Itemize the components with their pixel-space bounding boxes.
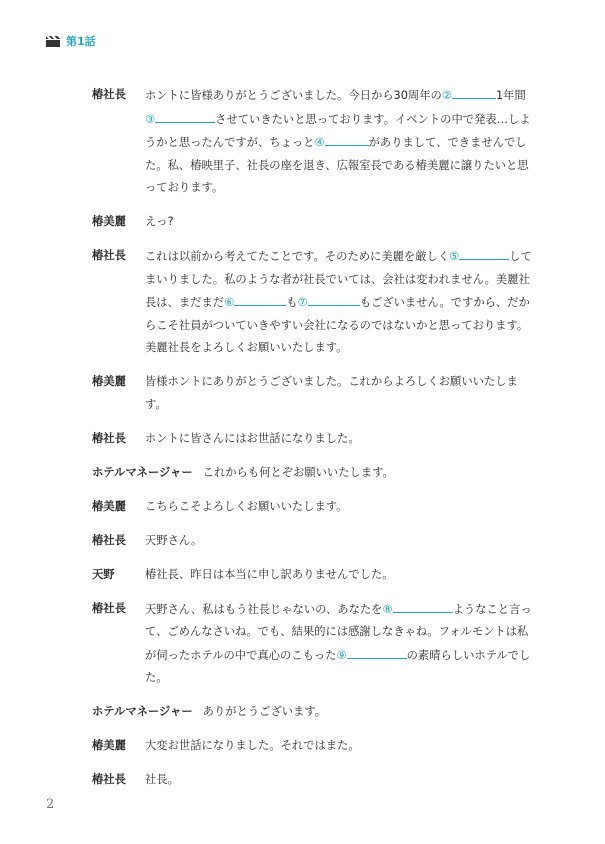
fill-in-blank[interactable]	[308, 291, 360, 306]
speaker-name: 椿美麗	[92, 375, 126, 388]
text-segment: 1年間	[495, 89, 526, 102]
dialogue-line	[92, 564, 534, 587]
dialogue-line	[92, 530, 534, 553]
dialogue-text: えっ?	[145, 215, 174, 228]
dialogue-line	[92, 428, 534, 451]
dialogue-text	[145, 245, 534, 360]
blank-number: ⑨	[336, 648, 347, 662]
speaker-name: 椿社長	[92, 431, 126, 445]
dialogue-line	[92, 701, 534, 724]
text-segment: させていきたいと思っております。イベントの中で発表…しようかと思ったんですが、ちょっと	[145, 112, 531, 149]
text-segment: 天野さん、私はもう社長じゃないの、あなたを	[145, 602, 383, 616]
text-segment: してまいりました。私のような者が社長でいては、会社は変われません。美麗社長は、まだまだ	[145, 250, 532, 309]
speaker-name: ホテルマネージャー	[92, 465, 193, 479]
blank-number: ⑧	[382, 602, 393, 616]
text-segment: これは以前から考えてたことです。そのために美麗を厳しく	[145, 250, 450, 263]
fill-in-blank[interactable]	[155, 108, 215, 123]
dialogue-text: 天野さん。	[145, 533, 203, 547]
text-segment: も	[286, 296, 298, 309]
fill-in-blank[interactable]	[393, 598, 453, 613]
clapperboard-icon	[46, 36, 60, 47]
dialogue-text: 大変お世話になりました。それではまた。	[145, 739, 360, 752]
chapter-header	[46, 33, 96, 49]
speaker-name: 椿美麗	[92, 215, 126, 228]
text-segment: の素晴らしいホテルでした。	[145, 648, 531, 684]
fill-in-blank[interactable]	[234, 291, 286, 306]
speaker-name: 椿社長	[92, 533, 126, 547]
speaker-name: 椿社長	[92, 249, 126, 262]
speaker-name: 天野	[92, 567, 115, 581]
dialogue-line	[92, 211, 534, 234]
dialogue-line	[92, 769, 534, 792]
dialogue-text: ホントに皆さんにはお世話になりました。	[145, 431, 360, 445]
dialogue-text: これからも何とぞお願いいたします。	[202, 465, 394, 479]
fill-in-blank[interactable]	[452, 84, 496, 99]
dialogue-text: 社長。	[145, 773, 179, 786]
blank-number: ⑤	[449, 250, 460, 263]
chapter-title: 第1話	[66, 35, 96, 48]
speaker-name: 椿美麗	[92, 499, 126, 513]
text-segment: ホントに皆様ありがとうございました。今日から30周年の	[145, 89, 442, 102]
dialogue-text: 椿社長、昨日は本当に申し訳ありませんでした。	[145, 567, 394, 581]
blank-number: ③	[145, 112, 156, 126]
dialogue-text	[145, 598, 534, 690]
blank-number: ②	[441, 89, 452, 102]
dialogue-line	[92, 84, 534, 200]
dialogue-text: こちらこそよろしくお願いいたします。	[145, 499, 348, 513]
text-segment: ようなこと言って、ごめんなさいね。でも、結果的には感謝しなきゃね。フォルモントは私が伺ったホテルの中で真心のこもった	[145, 602, 532, 662]
fill-in-blank[interactable]	[347, 644, 407, 659]
text-segment: もございません。ですから、だからこそ社員がついていきやすい会社になるのではないかと思っております。美麗社長をよろしくお願いいたします。	[145, 296, 530, 354]
fill-in-blank[interactable]	[325, 131, 369, 146]
blank-number: ④	[314, 136, 325, 149]
page-number: 2	[46, 797, 55, 812]
dialogue-text	[145, 84, 534, 200]
text-segment: がありまして、できませんでした。私、椿映里子、社長の座を退き、広報室長である椿美麗に譲りたいと思っております。	[145, 136, 529, 194]
speaker-name: ホテルマネージャー	[92, 705, 193, 718]
dialogue-script	[92, 84, 534, 803]
dialogue-line	[92, 496, 534, 519]
dialogue-text: ありがとうございます。	[202, 705, 327, 718]
dialogue-line	[92, 245, 534, 360]
dialogue-line	[92, 735, 534, 758]
blank-number: ⑦	[297, 296, 308, 309]
speaker-name: 椿社長	[92, 601, 126, 615]
speaker-name: 椿社長	[92, 88, 126, 101]
speaker-name: 椿社長	[92, 773, 126, 786]
blank-number: ⑥	[224, 296, 235, 309]
dialogue-line	[92, 462, 534, 485]
dialogue-line	[92, 371, 534, 416]
dialogue-text: 皆様ホントにありがとうございました。これからよろしくお願いいたします。	[145, 375, 518, 411]
fill-in-blank[interactable]	[459, 245, 509, 260]
dialogue-line	[92, 598, 534, 690]
speaker-name: 椿美麗	[92, 739, 126, 752]
